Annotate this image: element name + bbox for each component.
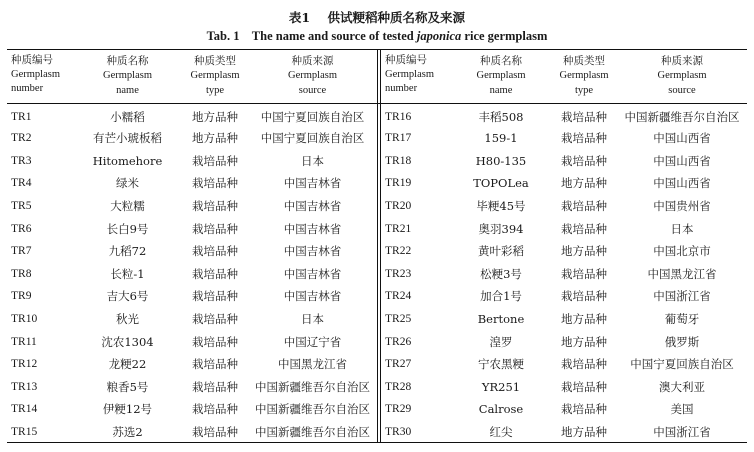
cell-type: 栽培品种 (192, 312, 238, 327)
table-row (7, 353, 375, 376)
cell-number: TR30 (385, 426, 412, 439)
cell-name: 吉大6号 (106, 289, 149, 304)
cell-source: 中国山西省 (653, 176, 711, 191)
table-row (381, 285, 747, 308)
cell-type: 地方品种 (192, 131, 238, 146)
cell-type: 地方品种 (192, 109, 238, 124)
table-row (7, 172, 375, 195)
cell-type: 栽培品种 (192, 289, 238, 304)
table-row (7, 195, 375, 218)
cell-name: 大粒糯 (110, 199, 145, 214)
cell-type: 栽培品种 (561, 109, 607, 124)
cell-number: TR24 (385, 290, 412, 303)
cell-number: TR8 (11, 267, 32, 280)
table-caption-english (0, 29, 754, 44)
cell-source: 中国浙江省 (653, 425, 711, 440)
cell-name: Hitomehore (92, 153, 163, 168)
cell-type: 栽培品种 (561, 153, 607, 168)
cell-source: 中国新疆维吾尔自治区 (624, 109, 740, 124)
caption-title-en-pre: The name and source of tested (251, 29, 414, 43)
table-row (7, 285, 375, 308)
cell-source: 中国黑龙江省 (278, 357, 347, 372)
cell-name: 奥羽394 (478, 221, 524, 236)
cell-number: TR21 (385, 222, 412, 235)
cell-source: 日本 (301, 153, 324, 168)
table-row (381, 398, 747, 421)
cell-name: YR251 (481, 379, 521, 394)
table-left-half (7, 49, 375, 443)
table-row (7, 240, 375, 263)
header-source: 种质来源 Germplasm source (657, 55, 707, 96)
cell-number: TR17 (385, 132, 412, 145)
cell-number: TR2 (11, 132, 32, 145)
cell-number: TR27 (385, 358, 412, 371)
cell-name: 宁农黑粳 (478, 357, 524, 372)
table-row (7, 330, 375, 353)
cell-name: 有芒小琥板稻 (93, 131, 162, 146)
cell-name: Calrose (478, 402, 524, 417)
cell-type: 栽培品种 (192, 153, 238, 168)
cell-number: TR12 (11, 358, 38, 371)
cell-number: TR20 (385, 200, 412, 213)
cell-number: TR3 (11, 154, 32, 167)
cell-source: 葡萄牙 (664, 312, 700, 327)
cell-type: 栽培品种 (561, 131, 607, 146)
table-row (381, 217, 747, 240)
header-name: 种质名称 Germplasm name (476, 55, 526, 96)
cell-source: 日本 (670, 221, 694, 236)
cell-source: 中国山西省 (653, 153, 711, 168)
header-type: 种质类型 Germplasm type (190, 55, 240, 96)
cell-type: 栽培品种 (561, 379, 607, 394)
caption-title-cn: 供试粳稻种质名称及来源 (327, 10, 466, 25)
cell-number: TR9 (11, 290, 32, 303)
table-row (381, 150, 747, 173)
cell-name: 湟罗 (489, 334, 513, 349)
cell-source: 中国吉林省 (283, 244, 342, 259)
cell-name: 沈农1304 (101, 334, 154, 349)
caption-label-en: Tab. 1 (206, 29, 240, 43)
cell-type: 地方品种 (561, 176, 607, 191)
cell-name: 苏选2 (112, 425, 143, 440)
table-row (381, 240, 747, 263)
cell-type: 栽培品种 (192, 334, 238, 349)
cell-name: 龙粳22 (108, 357, 147, 372)
cell-source: 中国新疆维吾尔自治区 (255, 379, 370, 394)
caption-title-en-post: rice germplasm (464, 29, 548, 43)
table-row (7, 263, 375, 286)
table-row (381, 195, 747, 218)
cell-source: 中国山西省 (653, 131, 711, 146)
cell-type: 地方品种 (561, 312, 607, 327)
table-row (381, 103, 747, 127)
table-right-half (381, 49, 747, 443)
cell-type: 栽培品种 (192, 402, 238, 417)
cell-name: 丰稻508 (478, 109, 524, 124)
header-source: 种质来源 Germplasm source (288, 55, 337, 96)
cell-type: 栽培品种 (561, 199, 607, 214)
cell-number: TR22 (385, 245, 412, 258)
cell-name: 秋光 (116, 312, 139, 327)
cell-type: 栽培品种 (561, 221, 607, 236)
cell-number: TR7 (11, 245, 32, 258)
table-row (7, 421, 375, 444)
cell-name: TOPOLea (473, 176, 529, 191)
cell-number: TR14 (11, 403, 38, 416)
table-row (7, 217, 375, 240)
cell-source: 中国贵州省 (653, 199, 711, 214)
cell-type: 栽培品种 (192, 221, 238, 236)
cell-number: TR23 (385, 267, 412, 280)
cell-name: 黄叶彩稻 (478, 244, 524, 259)
cell-source: 中国吉林省 (283, 221, 342, 236)
cell-number: TR19 (385, 177, 412, 190)
table-row (381, 172, 747, 195)
table-row (381, 353, 747, 376)
table-body-right (381, 103, 747, 443)
cell-source: 澳大利亚 (659, 379, 705, 394)
table-caption-chinese (0, 8, 754, 26)
cell-name: 松粳3号 (480, 266, 522, 281)
cell-name: 长粒-1 (110, 266, 145, 281)
cell-name: 伊粳12号 (102, 402, 153, 417)
cell-name: 小糯稻 (110, 109, 145, 124)
cell-name: 九稻72 (108, 244, 147, 259)
cell-name: 绿米 (116, 176, 139, 191)
cell-number: TR10 (11, 313, 38, 326)
cell-source: 中国宁夏回族自治区 (630, 357, 734, 372)
cell-source: 日本 (301, 312, 324, 327)
cell-type: 栽培品种 (192, 266, 238, 281)
caption-label-cn: 表1 (288, 10, 311, 25)
cell-number: TR1 (11, 110, 32, 123)
cell-type: 栽培品种 (192, 244, 238, 259)
cell-type: 栽培品种 (192, 199, 238, 214)
header-row (381, 49, 747, 103)
cell-number: TR4 (11, 177, 32, 190)
cell-source: 中国吉林省 (283, 199, 342, 214)
cell-type: 栽培品种 (192, 379, 238, 394)
header-number: 种质编号 Germplasm number (385, 55, 434, 94)
cell-number: TR11 (11, 335, 37, 348)
cell-source: 中国新疆维吾尔自治区 (255, 425, 370, 440)
table-row (381, 263, 747, 286)
header-type: 种质类型 Germplasm type (559, 55, 609, 96)
cell-name: 红尖 (489, 425, 513, 440)
table-row (7, 103, 375, 127)
cell-name: 加合1号 (480, 289, 522, 304)
cell-source: 中国吉林省 (283, 176, 342, 191)
cell-source: 中国宁夏回族自治区 (260, 109, 365, 124)
header-number: 种质编号 Germplasm number (11, 55, 60, 94)
cell-name: 毕粳45号 (476, 199, 526, 214)
cell-number: TR28 (385, 380, 412, 393)
table-row (381, 308, 747, 331)
cell-source: 中国吉林省 (283, 266, 342, 281)
table-row (381, 330, 747, 353)
cell-name: 长白9号 (106, 221, 149, 236)
table-row (381, 421, 747, 444)
cell-type: 栽培品种 (192, 176, 238, 191)
cell-type: 栽培品种 (561, 402, 607, 417)
caption-title-en-italic: japonica (416, 29, 462, 43)
cell-number: TR15 (11, 426, 38, 439)
table-row (7, 150, 375, 173)
cell-number: TR25 (385, 313, 412, 326)
cell-source: 中国浙江省 (653, 289, 711, 304)
cell-type: 栽培品种 (561, 289, 607, 304)
cell-source: 美国 (670, 402, 694, 417)
cell-source: 中国宁夏回族自治区 (260, 131, 365, 146)
table-row (7, 398, 375, 421)
cell-type: 栽培品种 (192, 425, 238, 440)
table-row (381, 127, 747, 150)
cell-type: 地方品种 (561, 244, 607, 259)
header-name: 种质名称 Germplasm name (103, 55, 152, 96)
cell-number: TR29 (385, 403, 412, 416)
cell-source: 中国辽宁省 (283, 334, 342, 349)
germplasm-table (7, 49, 747, 444)
cell-number: TR16 (385, 110, 412, 123)
cell-name: 粮香5号 (106, 379, 149, 394)
cell-source: 俄罗斯 (664, 334, 700, 349)
cell-type: 栽培品种 (192, 357, 238, 372)
cell-number: TR13 (11, 380, 38, 393)
table-row (7, 308, 375, 331)
table-row (381, 376, 747, 399)
cell-number: TR26 (385, 335, 412, 348)
cell-type: 地方品种 (561, 425, 607, 440)
cell-source: 中国北京市 (653, 244, 711, 259)
cell-number: TR6 (11, 222, 32, 235)
cell-name: Bertone (477, 312, 525, 327)
table-body-left (7, 103, 375, 443)
cell-number: TR5 (11, 200, 32, 213)
cell-number: TR18 (385, 154, 412, 167)
table-row (7, 127, 375, 150)
cell-type: 栽培品种 (561, 357, 607, 372)
cell-type: 栽培品种 (561, 266, 607, 281)
cell-name: H80-135 (475, 153, 527, 168)
cell-type: 地方品种 (561, 334, 607, 349)
cell-source: 中国黑龙江省 (647, 266, 717, 281)
cell-source: 中国吉林省 (283, 289, 342, 304)
header-row (7, 49, 375, 103)
table-row (7, 376, 375, 399)
cell-source: 中国新疆维吾尔自治区 (255, 402, 370, 417)
cell-name: 159-1 (484, 131, 518, 146)
